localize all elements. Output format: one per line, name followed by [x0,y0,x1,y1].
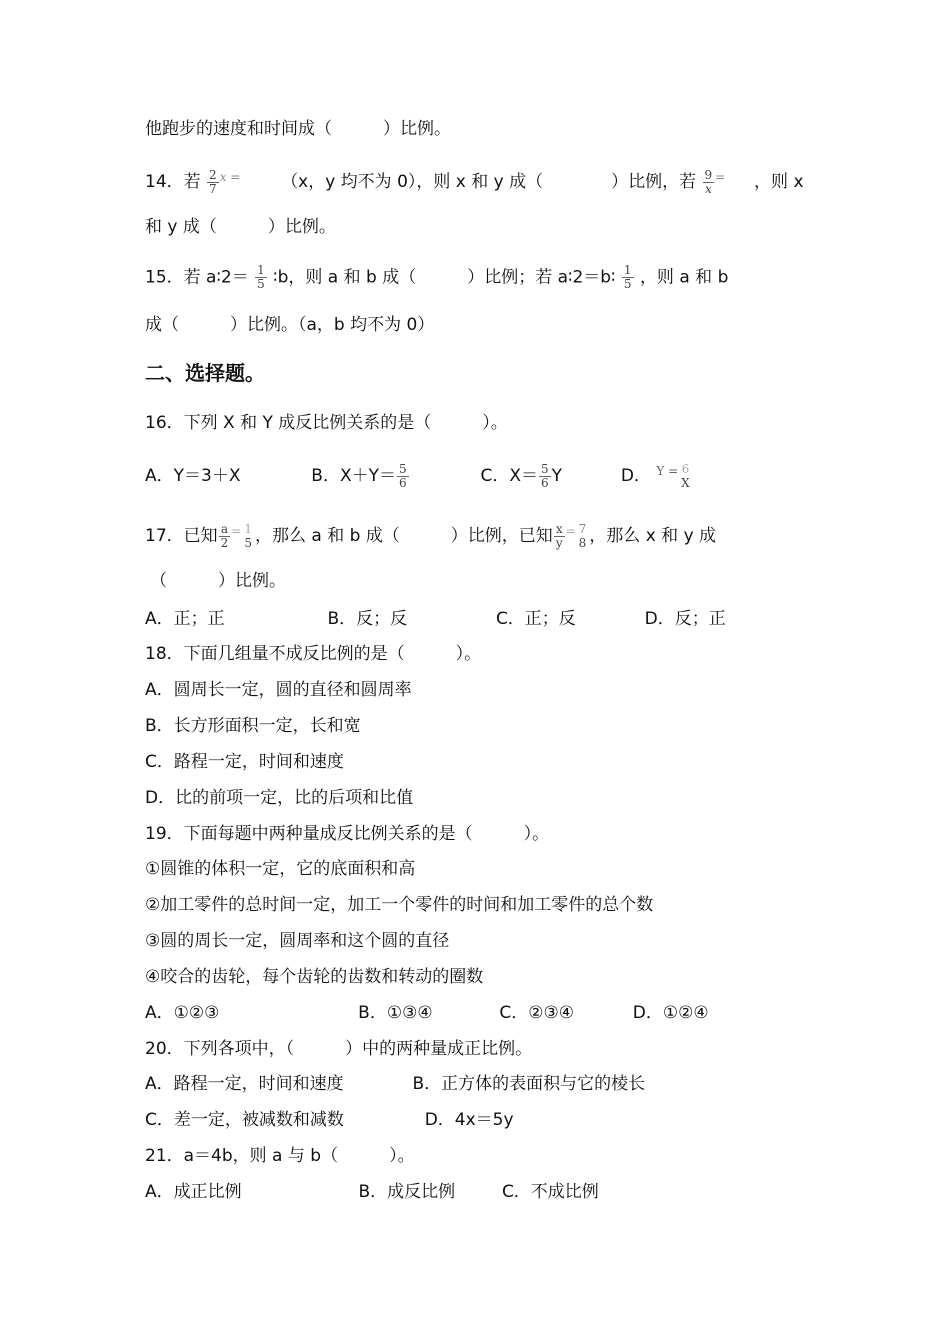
question-18 [145,643,481,665]
q19-item-2: ②加工零件的总时间一定，加工一个零件的时间和加工零件的总个数 [145,895,654,915]
question-21-options [145,1181,599,1203]
q13-text: 他跑步的速度和时间成（ ）比例。 [145,119,451,139]
q16-d-fraction [679,463,692,490]
q17-f2-numerator: 1 [244,521,252,536]
q17-f3-equals: = [565,524,576,538]
q17-option-a: A．正；正 [145,609,225,629]
q14-line2-text: 和 y 成（ ）比例。 [145,217,336,237]
q17-f4-numerator: 7 [578,521,587,536]
q14-f2-numerator: 9 [704,167,713,182]
q21-option-c: C．不成比例 [501,1182,599,1202]
q19-option-a: A．①②③ [145,1003,220,1023]
q19-option-b: B．①③④ [358,1003,433,1023]
q17-suffix: ，那么 x 和 y 成 [589,526,717,546]
q17-f4-denominator: 8 [578,535,587,550]
q16-stem: 16．下列 X 和 Y 成反比例关系的是（ ）。 [145,413,508,433]
question-16-options [145,460,693,490]
q19-item-4-row [145,966,483,988]
q16-c-suffix: Y [551,466,563,486]
q17-option-d: D．反；正 [644,609,726,629]
question-19-options [145,1002,709,1024]
q18-option-b: B．长方形面积一定，长和宽 [145,716,361,736]
q13-continuation [145,118,451,140]
q17-option-c: C．正；反 [495,609,576,629]
q16-option-b [311,461,415,490]
q17-f1-numerator: a [220,521,229,536]
q14-f1-numerator: 2 [209,167,217,182]
q17-fraction-4 [577,523,589,550]
q20-option-c: C．差一定，被减数和减数 [145,1110,344,1130]
q17-fraction-1 [219,523,231,550]
q15-prefix: 15．若 a∶2＝ [145,267,249,288]
q19-stem: 19．下面每题中两种量成反比例关系的是（ ）。 [145,824,550,844]
q16-b-prefix: B．X＋Y＝ [311,466,396,486]
q17-prefix: 17．已知 [145,526,218,546]
q16-c-denominator: 6 [540,475,549,490]
q15-f1-denominator: 5 [257,277,265,291]
question-17-line-2 [150,570,286,592]
q18-option-c: C．路程一定，时间和速度 [145,752,344,772]
q21-stem: 21．a＝4b，则 a 与 b（ ）。 [145,1146,415,1166]
q16-d-denominator: X [681,475,690,490]
q20-stem: 20．下列各项中，（ ）中的两种量成正比例。 [145,1039,533,1059]
q18-option-a: A．圆周长一定，圆的直径和圆周率 [145,680,412,700]
question-20 [145,1038,532,1060]
q16-option-c [480,461,567,490]
q21-option-b: B．成反比例 [358,1182,456,1202]
q19-item-1-row [145,858,415,880]
q18-option-a-row [145,679,412,701]
q16-d-lhs: Y = [656,464,679,478]
q19-item-3: ③圆的周长一定，圆周率和这个圆的直径 [145,931,450,951]
question-16 [145,412,508,434]
q16-b-numerator: 5 [399,461,407,476]
q20-options-row-1 [145,1073,645,1095]
q18-option-c-row [145,751,344,773]
q17-f3-denominator: y [555,535,563,550]
q17-f1-equals: = [231,524,242,538]
q16-b-fraction [397,463,409,490]
q17-middle: ，那么 a 和 b 成（ ）比例，已知 [254,526,553,546]
question-17 [145,520,716,550]
q14-prefix: 14．若 [145,172,201,192]
q19-option-c: C．②③④ [499,1003,574,1023]
q17-f2-denominator: 5 [244,535,252,550]
q20-option-b: B．正方体的表面积与它的棱长 [412,1074,646,1094]
question-15 [145,264,728,291]
q17-f1-denominator: 2 [220,535,229,550]
q16-b-denominator: 6 [399,475,407,490]
q15-suffix: ，则 a 和 b [639,267,729,288]
q14-f2-denominator: x [704,181,712,196]
question-17-options [145,608,726,630]
q15-f2-denominator: 5 [623,277,632,291]
q15-f1-numerator: 1 [257,263,265,277]
q20-options-row-2 [145,1109,514,1131]
question-21 [145,1145,415,1167]
question-14-line-2 [145,216,336,238]
q14-fraction-1 [207,169,219,196]
question-15-line-2 [145,314,434,336]
q17-fraction-2 [242,523,254,550]
q18-option-d: D．比的前项一定，比的后项和比值 [145,788,414,808]
q16-c-fraction [539,463,551,490]
q18-option-d-row [145,787,413,809]
question-14 [145,166,804,196]
q14-f1-tail: x = [219,170,241,184]
q16-d-numerator: 6 [681,461,690,476]
q15-fraction-2 [622,264,634,291]
q14-f2-tail: = [715,170,726,184]
q19-item-4: ④咬合的齿轮，每个齿轮的齿数和转动的圈数 [145,967,484,987]
q19-item-2-row [145,894,653,916]
q17-option-b: B．反；反 [327,609,408,629]
section-heading-choice [145,362,265,384]
q18-option-b-row [145,715,361,737]
q19-option-d: D．①②④ [632,1003,709,1023]
q14-middle: （x，y 均不为 0），则 x 和 y 成（ ）比例，若 [281,172,697,192]
q20-option-a: A．路程一定，时间和速度 [145,1074,344,1094]
q19-item-1: ①圆锥的体积一定，它的底面积和高 [145,859,416,879]
q14-f1-denominator: 7 [209,181,217,196]
q21-option-a: A．成正比例 [145,1182,242,1202]
q14-fraction-2 [703,169,715,196]
q16-option-d [620,461,693,490]
q16-d-prefix: D． [620,466,651,486]
q14-suffix: ，则 x [754,172,804,192]
q15-fraction-1 [255,264,267,291]
q16-option-a: A．Y＝3＋X [145,466,241,486]
q19-item-3-row [145,930,449,952]
q15-line2-text: 成（ ）比例。（a，b 均不为 0） [145,315,435,335]
q15-middle: ∶b，则 a 和 b 成（ ）比例；若 a∶2＝b∶ [273,267,616,288]
q18-stem: 18．下面几组量不成反比例的是（ ）。 [145,644,482,664]
question-19 [145,823,549,845]
q16-c-numerator: 5 [540,461,549,476]
section-title: 二、选择题。 [145,361,265,385]
q15-f2-numerator: 1 [623,263,632,277]
q16-c-prefix: C．X＝ [480,466,538,486]
q17-f3-numerator: x [555,521,563,536]
q17-fraction-3 [554,523,565,550]
q20-option-d: D．4x＝5y [424,1110,514,1130]
q17-line2-text: （ ）比例。 [150,571,286,591]
